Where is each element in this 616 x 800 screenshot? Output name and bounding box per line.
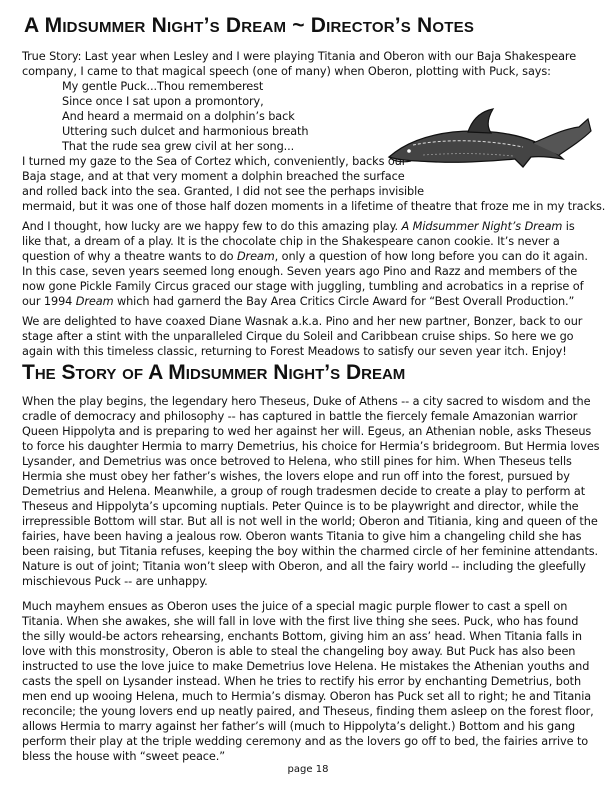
notes-line: stage after a stint with the unparalleled Cirque du Soleil and Caribbean cruise ships. So here we go [22, 330, 574, 343]
story-line: mischievous Puck -- are unhappy. [22, 575, 208, 588]
story-line: bless the house with “sweet peace.” [22, 750, 226, 763]
notes-line: mermaid, but it was one of those half dozen moments in a lifetime of theatre that froze me in my tracks. [22, 200, 606, 213]
dolphin-illustration [383, 99, 603, 179]
story-line: reconcile; the young lovers end up neatly paired, and Theseus, finding them asleep on the forest floor, [22, 705, 594, 718]
story-heading: The Story of A Midsummer Night’s Dream [22, 361, 406, 384]
quote-line: That the rude sea grew civil at her song... [62, 140, 295, 153]
story-line: the silly would-be actors rehearsing, enchants Bottom, giving him an ass’ head. When Titania falls in [22, 630, 582, 643]
notes-line: company, I came to that magical speech (one of many) when Oberon, plotting with Puck, says: [22, 65, 551, 78]
notes-line: our 1994 Dream which had garnerd the Bay Area Critics Circle Award for “Best Overall Production.” [22, 295, 575, 308]
story-line: Queen Hippolyta and is preparing to wed her against her will. Egeus, an Athenian noble, asks Theseus [22, 425, 592, 438]
story-line: men end up wooing Helena, much to Hermia’s dismay. Oberon has Puck set all to right; he and Titania [22, 690, 592, 703]
story-line: Nature is out of joint; Titania won’t sleep with Oberon, and all the fairy world -- including the gleefully [22, 560, 586, 573]
story-line: to force his daughter Hermia to marry Demetrius, his choice for Hermia’s bridegroom. But Hermia loves [22, 440, 600, 453]
notes-line: again with this timeless classic, returning to Forest Meadows to satisfy our seven year itch. Enjoy! [22, 345, 567, 358]
notes-line: like that, a dream of a play. It is the chocolate chip in the Shakespeare canon cookie. It’s never a [22, 235, 560, 248]
notes-line: and rolled back into the sea. Granted, I did not see the perhaps invisible [22, 185, 424, 198]
quote-line: Since once I sat upon a promontory, [62, 95, 264, 108]
story-line: Lysander, and Demetrius was once betroved to Helena, who still pines for him. When Theseus tells [22, 455, 572, 468]
story-line: Theseus and Hippolyta’s upcoming nuptials. Peter Quince is to be playwright and director, while the [22, 500, 579, 513]
story-line: perform their play at the triple wedding ceremony and as the lovers go off to bed, the fairies arrive to [22, 735, 589, 748]
notes-line: now gone Pickle Family Circus graced our stage with juggling, tumbling and acrobatics in a reprise of [22, 280, 584, 293]
notes-line: We are delighted to have coaxed Diane Wasnak a.k.a. Pino and her new partner, Bonzer, back to our [22, 315, 583, 328]
quote-line: Uttering such dulcet and harmonious breath [62, 125, 309, 138]
notes-line: In this case, seven years seemed long enough. Seven years ago Pino and Razz and members of the [22, 265, 578, 278]
story-line: Much mayhem ensues as Oberon uses the juice of a special magic purple flower to cast a spell on [22, 600, 568, 613]
story-line: love with this monstrosity, Oberon is able to steal the changeling boy away. But Puck has also been [22, 645, 576, 658]
notes-line: And I thought, how lucky are we happy few to do this amazing play. A Midsummer Night’s Dream is [22, 220, 575, 233]
story-line: casts the spell on Lysander instead. When he tries to rectify his error by enchanting Demetrius, both [22, 675, 582, 688]
story-line: allows Hermia to marry against her father’s will (much to Hippolyta’s delight.) Bottom and his gang [22, 720, 576, 733]
story-line: Demetrius and Helena. Meanwhile, a group of rough tradesmen decide to create a play to perform at [22, 485, 586, 498]
notes-line: Baja stage, and at that very moment a dolphin breached the surface [22, 170, 405, 183]
story-line: cradle of democracy and philosophy -- has captured in battle the fiercely female Amazonian warrior [22, 410, 578, 423]
story-line: instructed to use the love juice to make Demetrius love Helena. He mistakes the Athenian youths and [22, 660, 590, 673]
quote-line: My gentle Puck...Thou rememberest [62, 80, 264, 93]
notes-line: question of why a theatre wants to do Dream, only a question of how long before you can do it again. [22, 250, 588, 263]
directors-notes-heading: A Midsummer Night’s Dream ~ Director’s Notes [24, 14, 475, 37]
notes-line: True Story: Last year when Lesley and I were playing Titania and Oberon with our Baja Shakespeare [22, 50, 577, 63]
notes-line: I turned my gaze to the Sea of Cortez which, conveniently, backs our [22, 155, 407, 168]
story-line: fairies, have been having a jealous row. Oberon wants Titania to give him a changeling child she has [22, 530, 582, 543]
story-line: been raising, but Titania refuses, keeping the boy within the charmed circle of her feminine attendants. [22, 545, 599, 558]
quote-line: And heard a mermaid on a dolphin’s back [62, 110, 295, 123]
story-line: When the play begins, the legendary hero Theseus, Duke of Athens -- a city sacred to wisdom and the [22, 395, 591, 408]
page-number: page 18 [287, 764, 329, 775]
story-line: Hermia she must obey her father’s wishes, the lovers elope and run off into the forest, pursued by [22, 470, 570, 483]
story-line: irrepressible Bottom will star. But all is not well in the world; Oberon and Titiania, king and queen of the [22, 515, 598, 528]
story-line: Titania. When she awakes, she will fall in love with the first live thing she sees. Puck, who has found [22, 615, 579, 628]
